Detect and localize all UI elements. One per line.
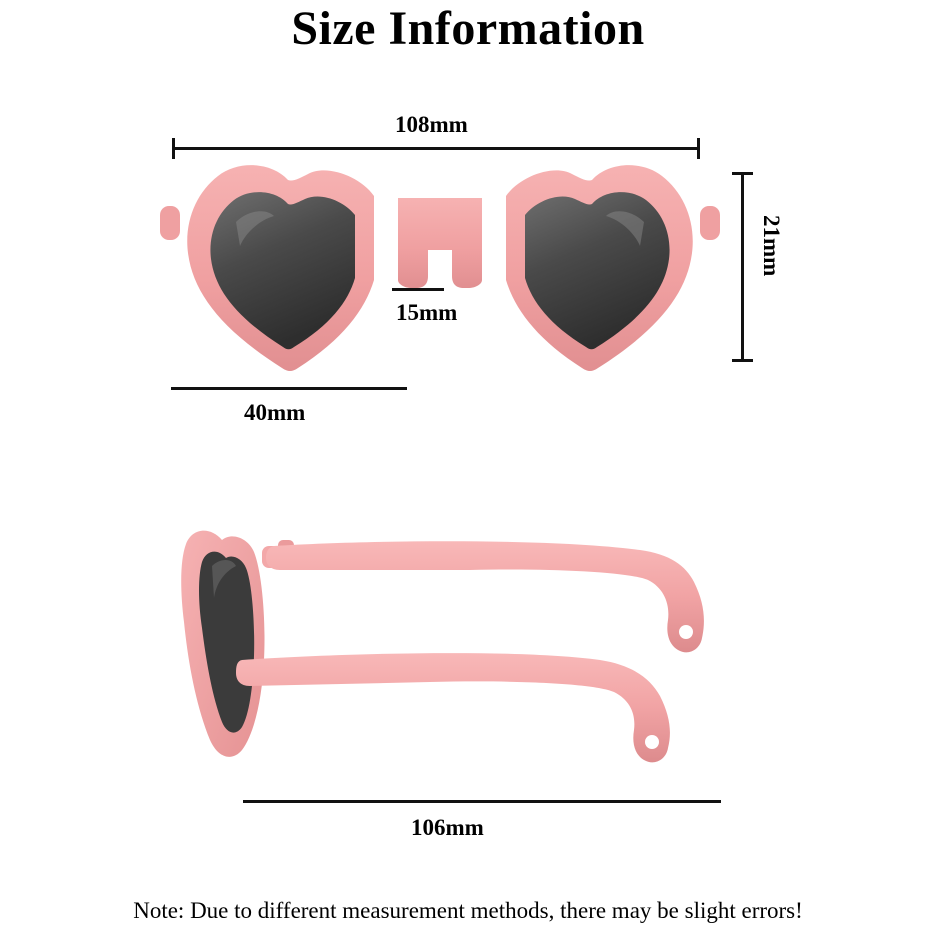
dimension-label-lens-height: 21mm [759,215,784,277]
dimension-rule-lens-height [741,172,744,362]
lower-temple-arm [236,653,670,762]
dimension-rule-lens-width [171,387,407,390]
side-lens-frame [181,531,264,757]
dimension-label-total-width: 108mm [395,112,468,137]
dimension-label-lens-width: 40mm [244,400,306,425]
upper-temple-rivet [679,625,693,639]
dimension-rule-total-width [172,147,700,150]
dimension-label-temple-length: 106mm [411,815,484,840]
bridge [398,198,482,288]
right-lens-frame [506,165,693,371]
front-view-svg [160,160,720,385]
right-temple-stub [700,206,720,240]
upper-temple-arm [266,541,704,652]
side-view-svg [170,510,750,790]
front-view-sunglasses [160,160,720,385]
side-view-sunglasses [170,510,750,790]
page-title: Size Information [291,2,645,55]
left-lens-frame [187,165,374,371]
measurement-note: Note: Due to different measurement methods, there may be slight errors! [133,898,803,923]
dimension-rule-temple-length [243,800,721,803]
left-temple-stub [160,206,180,240]
dimension-label-bridge-width: 15mm [396,300,458,325]
lower-temple-rivet [645,735,659,749]
